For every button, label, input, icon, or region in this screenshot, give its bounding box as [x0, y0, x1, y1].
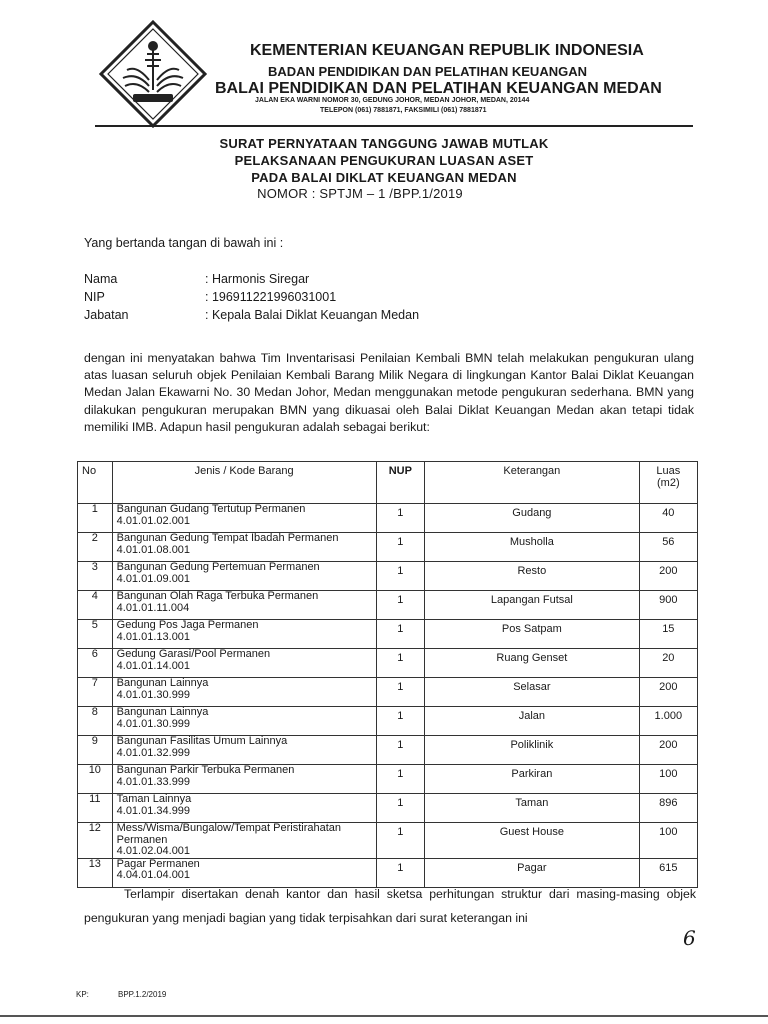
row-luas: 896: [639, 794, 697, 823]
name-label: Nama: [84, 272, 118, 286]
row-jenis-kode: [112, 649, 376, 678]
row-nup: 1: [376, 858, 425, 887]
row-nup: 1: [376, 823, 425, 859]
agency-name: BADAN PENDIDIKAN DAN PELATIHAN KEUANGAN: [268, 64, 587, 79]
row-jenis: Gedung Garasi/Pool Permanen: [116, 648, 271, 660]
header-no: No: [78, 462, 113, 504]
row-jenis-kode: [112, 562, 376, 591]
row-nup: 1: [376, 678, 425, 707]
row-luas: 200: [639, 678, 697, 707]
row-kode: 4.01.01.13.001: [116, 630, 191, 643]
row-kode: 4.01.01.30.999: [116, 717, 191, 730]
row-nup: 1: [376, 794, 425, 823]
table-body: [78, 504, 698, 888]
ministry-emblem-logo: [97, 20, 209, 128]
row-jenis: Bangunan Gedung Pertemuan Permanen: [116, 561, 320, 573]
row-jenis-kode: [112, 678, 376, 707]
row-keterangan: Selasar: [425, 678, 640, 707]
row-jenis: Bangunan Parkir Terbuka Permanen: [116, 764, 295, 776]
header-keterangan: Keterangan: [425, 462, 640, 504]
row-keterangan: Resto: [425, 562, 640, 591]
row-keterangan: Pos Satpam: [425, 620, 640, 649]
row-kode: 4.01.01.14.001: [116, 659, 191, 672]
row-no: 12: [78, 823, 113, 859]
row-jenis: Mess/Wisma/Bungalow/Tempat Peristirahatan Permanen: [116, 822, 342, 846]
row-kode: 4.01.01.30.999: [116, 688, 191, 701]
row-luas: 200: [639, 562, 697, 591]
row-no: 11: [78, 794, 113, 823]
row-luas: 20: [639, 649, 697, 678]
row-jenis-kode: [112, 533, 376, 562]
table-row: [78, 794, 698, 823]
row-keterangan: Musholla: [425, 533, 640, 562]
statement-paragraph: dengan ini menyatakan bahwa Tim Inventarisasi Penilaian Kembali BMN telah melakukan pengukuran ulang atas luasan seluruh objek Penilaian Kembali Barang Milik Negara di lingkungan Kantor Balai Diklat Keuangan Medan Jalan Ekawarni No. 30 Medan Johor, Medan menggunakan metode pengukuran sederhana. BMN yang dilakukan pengukuran merupakan BMN yang dikuasai oleh Balai Diklat Keuangan Medan akan tetapi tidak memiliki IMB. Adapun hasil pengukuran adalah sebagai berikut:: [84, 351, 694, 434]
intro-text: Yang bertanda tangan di bawah ini :: [84, 236, 284, 250]
row-no: 2: [78, 533, 113, 562]
footer-divider: [0, 1015, 768, 1017]
row-kode: 4.01.01.08.001: [116, 543, 191, 556]
row-jenis-kode: [112, 736, 376, 765]
row-kode: 4.01.01.02.001: [116, 514, 191, 527]
row-keterangan: Ruang Genset: [425, 649, 640, 678]
row-keterangan: Guest House: [425, 823, 640, 859]
row-no: 7: [78, 678, 113, 707]
table-row: [78, 533, 698, 562]
row-keterangan: Parkiran: [425, 765, 640, 794]
row-jenis: Taman Lainnya: [116, 793, 192, 805]
table-row: [78, 678, 698, 707]
row-luas: 15: [639, 620, 697, 649]
row-keterangan: Lapangan Futsal: [425, 591, 640, 620]
position-label: Jabatan: [84, 308, 129, 322]
row-kode: 4.01.02.04.001: [116, 845, 191, 857]
row-kode: 4.04.01.04.001: [116, 869, 191, 881]
row-no: 1: [78, 504, 113, 533]
table-row: [78, 562, 698, 591]
table-header-row: [78, 462, 698, 504]
row-nup: 1: [376, 533, 425, 562]
row-luas: 100: [639, 823, 697, 859]
row-keterangan: Taman: [425, 794, 640, 823]
name-value: : Harmonis Siregar: [205, 272, 310, 286]
row-jenis-kode: [112, 620, 376, 649]
row-no: 6: [78, 649, 113, 678]
header-jenis: Jenis / Kode Barang: [112, 462, 376, 504]
row-nup: 1: [376, 765, 425, 794]
row-jenis: Bangunan Lainnya: [116, 677, 209, 689]
handwritten-page-mark: 6: [683, 926, 696, 950]
document-title-line3: PADA BALAI DIKLAT KEUANGAN MEDAN: [251, 170, 517, 185]
nip-value: : 196911221996031001: [205, 290, 337, 304]
row-keterangan: Gudang: [425, 504, 640, 533]
row-jenis-kode: [112, 504, 376, 533]
row-jenis: Bangunan Lainnya: [116, 706, 209, 718]
row-luas: 100: [639, 765, 697, 794]
table-row: [78, 736, 698, 765]
row-luas: 1.000: [639, 707, 697, 736]
row-luas: 200: [639, 736, 697, 765]
row-jenis: Bangunan Olah Raga Terbuka Permanen: [116, 590, 319, 602]
row-luas: 615: [639, 858, 697, 887]
row-kode: 4.01.01.34.999: [116, 804, 191, 817]
office-contact: TELEPON (061) 7881871, FAKSIMILI (061) 7881871: [320, 107, 487, 114]
table-row: [78, 649, 698, 678]
row-nup: 1: [376, 620, 425, 649]
asset-measurement-table: [77, 461, 698, 888]
row-kode: 4.01.01.32.999: [116, 746, 191, 759]
document-number: NOMOR : SPTJM – 1 /BPP.1/2019: [257, 186, 463, 201]
row-no: 4: [78, 591, 113, 620]
table-row: [78, 504, 698, 533]
nip-label: NIP: [84, 290, 105, 304]
row-keterangan: Pagar: [425, 858, 640, 887]
header-luas: Luas (m2): [639, 462, 697, 504]
row-keterangan: Poliklinik: [425, 736, 640, 765]
row-luas: 56: [639, 533, 697, 562]
footer-kp-label: KP:: [76, 990, 89, 999]
row-jenis: Pagar Permanen: [116, 857, 200, 870]
row-jenis: Bangunan Gedung Tempat Ibadah Permanen: [116, 532, 339, 544]
row-nup: 1: [376, 562, 425, 591]
header-nup: NUP: [376, 462, 425, 504]
table-row: [78, 707, 698, 736]
row-no: 8: [78, 707, 113, 736]
row-kode: 4.01.01.09.001: [116, 572, 191, 585]
row-jenis: Bangunan Fasilitas Umum Lainnya: [116, 735, 288, 747]
row-kode: 4.01.01.11.004: [116, 601, 190, 614]
row-keterangan: Jalan: [425, 707, 640, 736]
row-no: 5: [78, 620, 113, 649]
ministry-name: KEMENTERIAN KEUANGAN REPUBLIK INDONESIA: [250, 42, 644, 59]
row-jenis: Gedung Pos Jaga Permanen: [116, 619, 259, 631]
row-jenis-kode: [112, 591, 376, 620]
row-no: 3: [78, 562, 113, 591]
table-row: [78, 620, 698, 649]
row-jenis-kode: [112, 823, 376, 859]
table-row: [78, 591, 698, 620]
row-jenis: Bangunan Gudang Tertutup Permanen: [116, 503, 306, 515]
row-nup: 1: [376, 504, 425, 533]
document-title-line1: SURAT PERNYATAAN TANGGUNG JAWAB MUTLAK: [219, 136, 549, 151]
letterhead-divider: [95, 125, 693, 127]
position-value: : Kepala Balai Diklat Keuangan Medan: [205, 308, 420, 322]
closing-paragraph: Terlampir disertakan denah kantor dan hasil sketsa perhitungan struktur dari masing-masing objek pengukuran yang menjadi bagian yang tidak terpisahkan dari surat keterangan ini: [84, 887, 696, 925]
row-jenis-kode: [112, 707, 376, 736]
row-nup: 1: [376, 736, 425, 765]
table-row: [78, 765, 698, 794]
office-address: JALAN EKA WARNI NOMOR 30, GEDUNG JOHOR, MEDAN JOHOR, MEDAN, 20144: [255, 97, 530, 104]
table-row: [78, 823, 698, 859]
office-name: BALAI PENDIDIKAN DAN PELATIHAN KEUANGAN MEDAN: [215, 80, 662, 97]
row-no: 13: [78, 858, 113, 887]
row-nup: 1: [376, 707, 425, 736]
document-title-line2: PELAKSANAAN PENGUKURAN LUASAN ASET: [234, 153, 534, 168]
row-jenis-kode: [112, 794, 376, 823]
row-no: 9: [78, 736, 113, 765]
row-luas: 40: [639, 504, 697, 533]
row-no: 10: [78, 765, 113, 794]
footer-kp-value: BPP.1.2/2019: [118, 990, 167, 999]
row-kode: 4.01.01.33.999: [116, 775, 191, 788]
row-luas: 900: [639, 591, 697, 620]
row-nup: 1: [376, 591, 425, 620]
row-nup: 1: [376, 649, 425, 678]
row-jenis-kode: [112, 765, 376, 794]
